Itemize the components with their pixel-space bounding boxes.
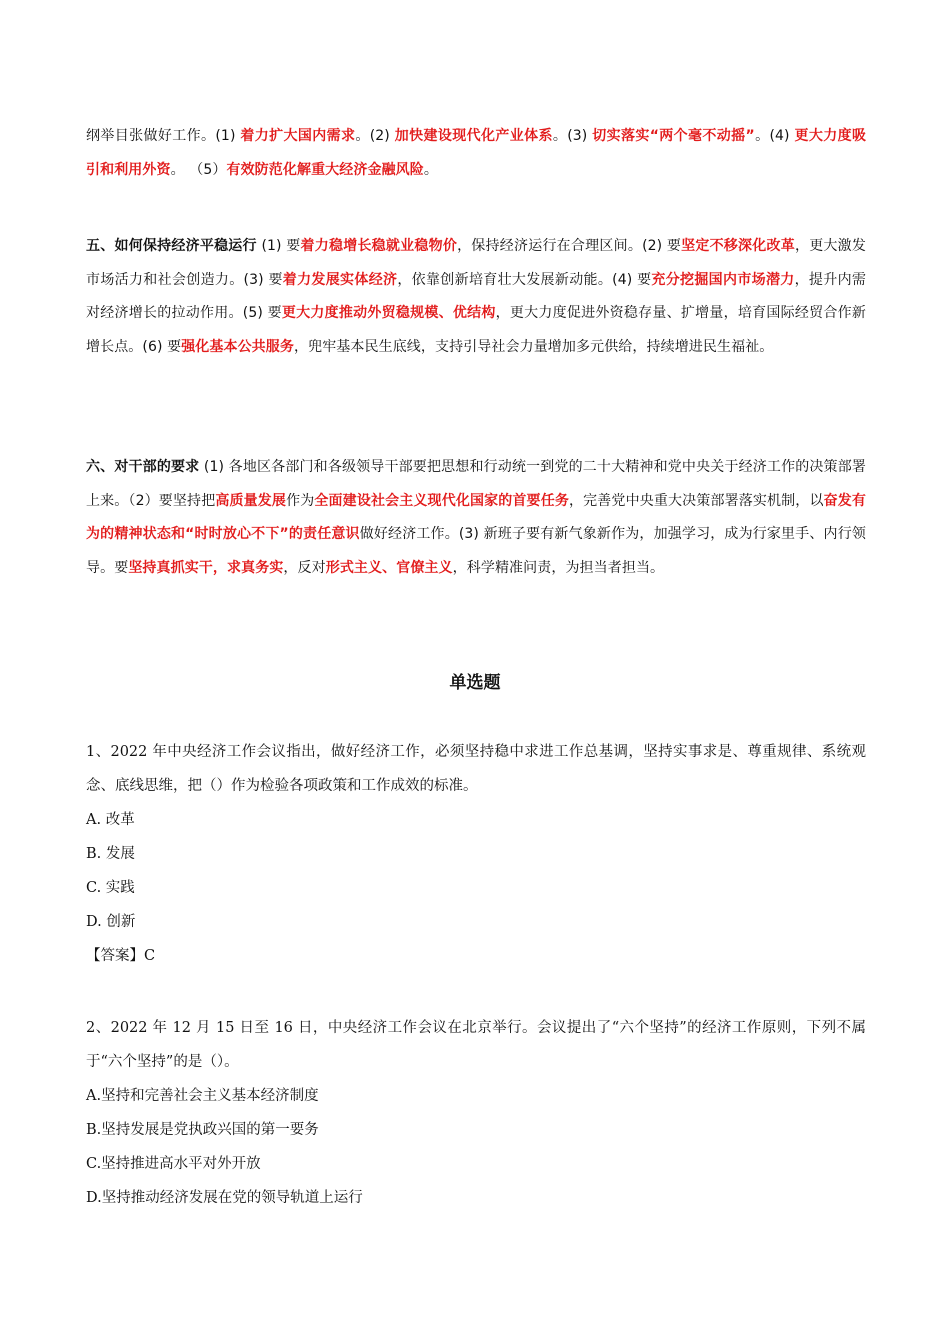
option-c: C.坚持推进高水平对外开放 — [86, 1156, 261, 1172]
text-run: ，兜牢基本民生底线，支持引导社会力量增加多元供给，持续增进民生福祉。 — [294, 338, 774, 355]
text-run: 。(2) — [355, 128, 395, 144]
highlight-run: 切实落实“两个毫不动摇” — [592, 128, 755, 144]
paragraph-measures — [86, 120, 866, 187]
paragraph-heading: 六、对干部的要求 — [86, 459, 200, 475]
option-b: B.坚持发展是党执政兴国的第一要务 — [86, 1122, 319, 1138]
question-1 — [86, 735, 866, 973]
text-run: ，更大力度促进外资稳存量、扩增量，培育国际经贸合作新增长点。(6) 要 — [86, 305, 866, 355]
highlight-run: 加快建设现代化产业体系 — [394, 128, 553, 144]
highlight-run: 坚定不移深化改革 — [681, 238, 795, 254]
option-d: D.坚持推动经济发展在党的领导轨道上运行 — [86, 1190, 363, 1206]
text-run: ，科学精准问责，为担当者担当。 — [452, 559, 665, 576]
highlight-run: 充分挖掘国内市场潜力 — [651, 271, 795, 288]
highlight-run: 全面建设社会主义现代化国家的首要任务 — [314, 492, 569, 509]
text-run: 。(4) — [754, 128, 795, 144]
text-run: (1) 各地区各部门和各级领导干部要把思想和行动统一到党的二十大精神和党中央关于经济工作的决策部署上来。（2）要坚持把 — [86, 459, 866, 509]
highlight-run: 强化基本公共服务 — [181, 338, 294, 355]
paragraph-cadre-requirements — [86, 451, 866, 585]
text-run: ，更大激发市场活力和社会创造力。(3) 要 — [86, 238, 866, 288]
text-run: 做好经济工作。(3) 新班子要有新气象新作为，加强学习，成为行家里手、内行领导。要 — [86, 526, 866, 576]
option-a: A. 改革 — [86, 812, 135, 828]
text-run: ，保持经济运行在合理区间。(2) 要 — [457, 238, 682, 254]
text-run: ，依靠创新培育壮大发展新动能。(4) 要 — [397, 271, 652, 288]
text-run: 。 （5） — [170, 161, 227, 178]
question-2 — [86, 1011, 866, 1215]
paragraph-stable-operation — [86, 230, 866, 364]
highlight-run: 形式主义、官僚主义 — [325, 559, 453, 576]
text-run: 。 — [423, 161, 438, 178]
text-run: ，反对 — [283, 559, 326, 576]
highlight-run: 坚持真抓实干，求真务实 — [128, 559, 284, 576]
option-b: B. 发展 — [86, 846, 135, 862]
option-d: D. 创新 — [86, 914, 136, 930]
question-stem: 1、2022 年中央经济工作会议指出，做好经济工作，必须坚持稳中求进工作总基调，坚持实事求是、尊重规律、系统观念、底线思维，把（）作为检验各项政策和工作成效的标准。 — [86, 744, 866, 794]
highlight-run: 着力稳增长稳就业稳物价 — [300, 238, 458, 254]
paragraph-heading: 五、如何保持经济平稳运行 — [86, 238, 257, 254]
highlight-run: 更大力度推动外贸稳规模、优结构 — [281, 305, 496, 321]
text-run: 作为 — [286, 492, 315, 509]
option-a: A.坚持和完善社会主义基本经济制度 — [86, 1088, 319, 1104]
option-c: C. 实践 — [86, 880, 135, 896]
highlight-run: 更大力度吸引和利用外资 — [86, 128, 867, 178]
highlight-run: 奋发有为的精神状态和“时时放心不下”的责任意识 — [86, 492, 866, 542]
text-run: ，完善党中央重大决策部署落实机制，以 — [569, 492, 824, 509]
text-run: (1) 要 — [256, 238, 301, 254]
highlight-run: 着力扩大国内需求 — [240, 128, 356, 144]
highlight-run: 有效防范化解重大经济金融风险 — [226, 161, 424, 178]
answer: 【答案】C — [86, 948, 156, 964]
highlight-run: 着力发展实体经济 — [282, 271, 398, 288]
question-stem: 2、2022 年 12 月 15 日至 16 日，中央经济工作会议在北京举行。会议提出了“六个坚持”的经济工作原则，下列不属于“六个坚持”的是（）。 — [86, 1020, 866, 1070]
highlight-run: 高质量发展 — [215, 492, 287, 509]
text-run: ，提升内需对经济增长的拉动作用。(5) 要 — [86, 271, 866, 321]
text-run: 。(3) — [552, 128, 593, 144]
text-run: 纲举目张做好工作。(1) — [86, 128, 241, 144]
section-title: 单选题 — [449, 673, 501, 693]
